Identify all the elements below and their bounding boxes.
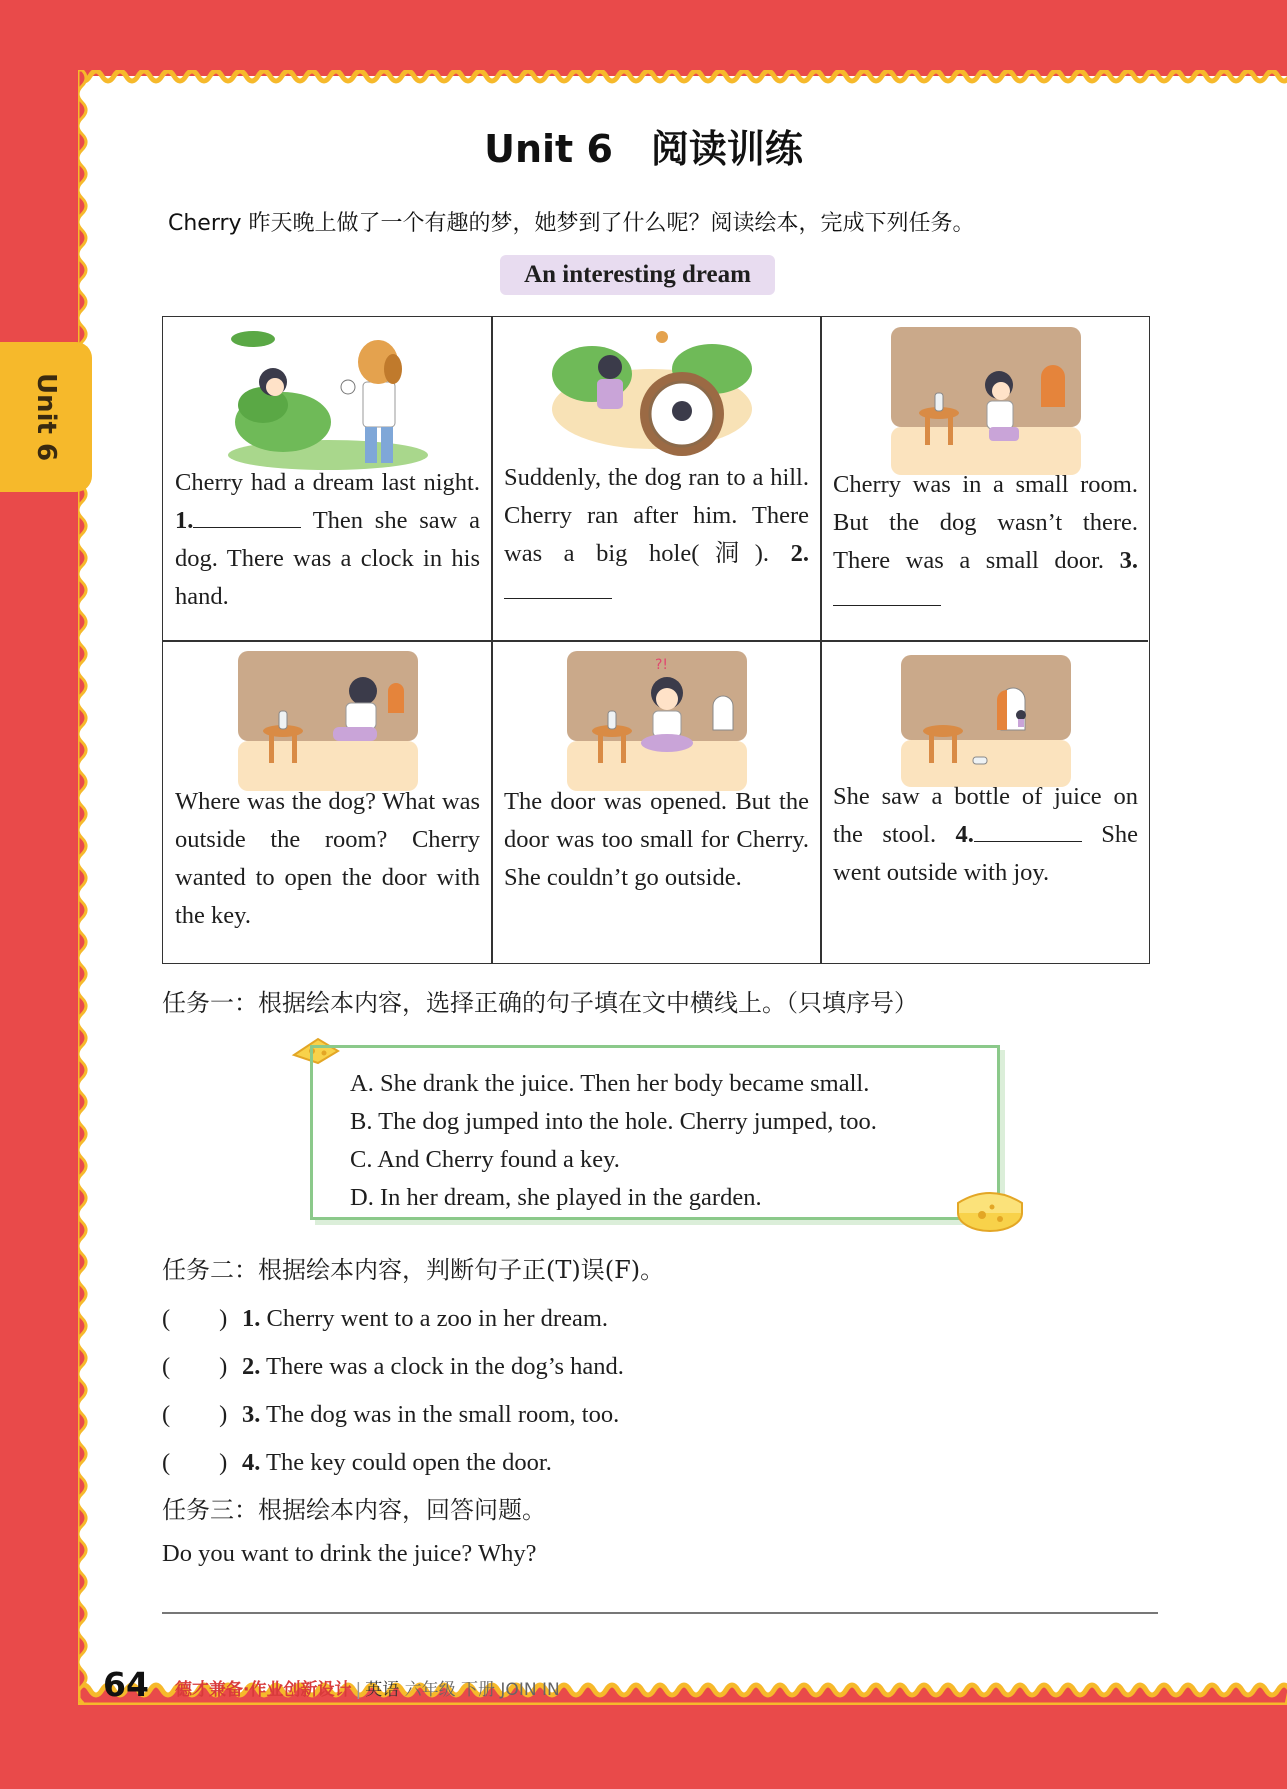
tf-item-2-text: There was a clock in the dog’s hand. bbox=[260, 1353, 624, 1380]
svg-text:?!: ?! bbox=[654, 657, 668, 673]
story-panel-5 bbox=[492, 641, 821, 964]
panel-6-text-post: She went outside with joy. bbox=[833, 821, 1138, 886]
footer-brand: 德才兼备·作业创新设计 bbox=[175, 1680, 352, 1700]
tf-answer-2[interactable]: ( ) bbox=[162, 1353, 228, 1380]
panel-2-illustration bbox=[552, 329, 762, 459]
panel-4-text-pre: Where was the dog? What was outside the room? Cherry wanted to open the door with the key. bbox=[175, 788, 480, 929]
panel-2-text-pre: Suddenly, the dog ran to a hill. Cherry ran after him. There was a big hole(洞). bbox=[504, 464, 809, 567]
task1-heading: 任务一：根据绘本内容，选择正确的句子填在文中横线上。（只填序号） bbox=[162, 989, 918, 1017]
story-panel-4 bbox=[163, 641, 492, 964]
tf-item-3-number: 3. bbox=[242, 1401, 261, 1428]
blank-1[interactable] bbox=[193, 505, 301, 528]
panel-3-text-pre: Cherry was in a small room. But the dog wasn’t there. There was a small door. bbox=[833, 471, 1138, 574]
story-panel-3 bbox=[821, 317, 1150, 640]
story-panel-2 bbox=[492, 317, 821, 640]
blank-3-number: 3. bbox=[1119, 547, 1138, 574]
unit-side-tab-label: Unit 6 bbox=[31, 372, 61, 462]
blank-3[interactable] bbox=[833, 583, 941, 606]
panel-1-text bbox=[175, 464, 480, 616]
tf-item-4 bbox=[162, 1443, 1062, 1478]
panel-5-text-pre: The door was opened. But the door was too small for Cherry. She couldn’t go outside. bbox=[504, 788, 809, 891]
option-a: A. She drank the juice. Then her body became small. bbox=[350, 1070, 870, 1097]
cheese-wheel-icon bbox=[948, 1177, 1028, 1235]
panel-1-text-post: Then she saw a dog. There was a clock in his hand. bbox=[175, 507, 480, 610]
tf-item-2 bbox=[162, 1347, 1062, 1382]
panel-1-illustration bbox=[223, 327, 433, 472]
footer-edition: JOIN IN bbox=[500, 1680, 560, 1700]
story-panel-1 bbox=[163, 317, 492, 640]
blank-2[interactable] bbox=[504, 576, 612, 599]
tf-item-1 bbox=[162, 1299, 1062, 1334]
task3-heading: 任务三：根据绘本内容，回答问题。 bbox=[162, 1496, 546, 1524]
task3-question: Do you want to drink the juice? Why? bbox=[162, 1540, 537, 1567]
panel-3-illustration bbox=[891, 327, 1081, 475]
panel-5-illustration bbox=[567, 651, 747, 791]
task1-options-box bbox=[310, 1045, 1000, 1220]
option-d: D. In her dream, she played in the garden. bbox=[350, 1184, 762, 1211]
left-wave-border bbox=[78, 70, 92, 1705]
panel-1-text-pre: Cherry had a dream last night. bbox=[175, 469, 480, 496]
story-panel-grid bbox=[162, 316, 1150, 964]
footer-term: 下册 bbox=[461, 1680, 496, 1700]
panel-6-text-pre: She saw a bottle of juice on the stool. bbox=[833, 783, 1138, 848]
tf-item-1-text: Cherry went to a zoo in her dream. bbox=[260, 1305, 609, 1332]
tf-answer-1[interactable]: ( ) bbox=[162, 1305, 228, 1332]
blank-4[interactable] bbox=[974, 819, 1082, 842]
footer-grade: 六年级 bbox=[404, 1680, 456, 1700]
panel-6-illustration bbox=[901, 655, 1071, 787]
unit-side-tab bbox=[0, 342, 92, 492]
tf-item-4-number: 4. bbox=[242, 1449, 261, 1476]
panel-5-text bbox=[504, 783, 809, 897]
blank-1-number: 1. bbox=[175, 507, 194, 534]
tf-item-1-number: 1. bbox=[242, 1305, 261, 1332]
page-number: 64 bbox=[103, 1665, 149, 1704]
option-b: B. The dog jumped into the hole. Cherry jumped, too. bbox=[350, 1108, 877, 1135]
blank-2-number: 2. bbox=[790, 540, 809, 567]
panel-3-text bbox=[833, 466, 1138, 618]
tf-item-3-text: The dog was in the small room, too. bbox=[260, 1401, 620, 1428]
panel-2-text bbox=[504, 459, 809, 611]
blank-4-number: 4. bbox=[955, 821, 974, 848]
answer-line[interactable] bbox=[162, 1612, 1158, 1614]
tf-item-3 bbox=[162, 1395, 1062, 1430]
panel-6-text bbox=[833, 778, 1138, 892]
story-panel-6 bbox=[821, 641, 1150, 964]
story-title: An interesting dream bbox=[500, 255, 775, 295]
tf-answer-4[interactable]: ( ) bbox=[162, 1449, 228, 1476]
footer-series-info bbox=[175, 1675, 560, 1700]
footer-divider: | bbox=[355, 1680, 362, 1700]
task2-heading: 任务二：根据绘本内容，判断句子正(T)误(F)。 bbox=[162, 1256, 665, 1284]
footer-subject: 英语 bbox=[365, 1680, 400, 1700]
panel-4-text bbox=[175, 783, 480, 935]
intro-instruction: Cherry 昨天晚上做了一个有趣的梦，她梦到了什么呢？阅读绘本，完成下列任务。 bbox=[168, 211, 975, 236]
panel-4-illustration bbox=[238, 651, 418, 791]
option-c: C. And Cherry found a key. bbox=[350, 1146, 620, 1173]
page-title: Unit 6 阅读训练 bbox=[484, 127, 803, 171]
tf-answer-3[interactable]: ( ) bbox=[162, 1401, 228, 1428]
top-wave-border bbox=[78, 70, 1287, 92]
tf-item-4-text: The key could open the door. bbox=[260, 1449, 552, 1476]
tf-item-2-number: 2. bbox=[242, 1353, 261, 1380]
